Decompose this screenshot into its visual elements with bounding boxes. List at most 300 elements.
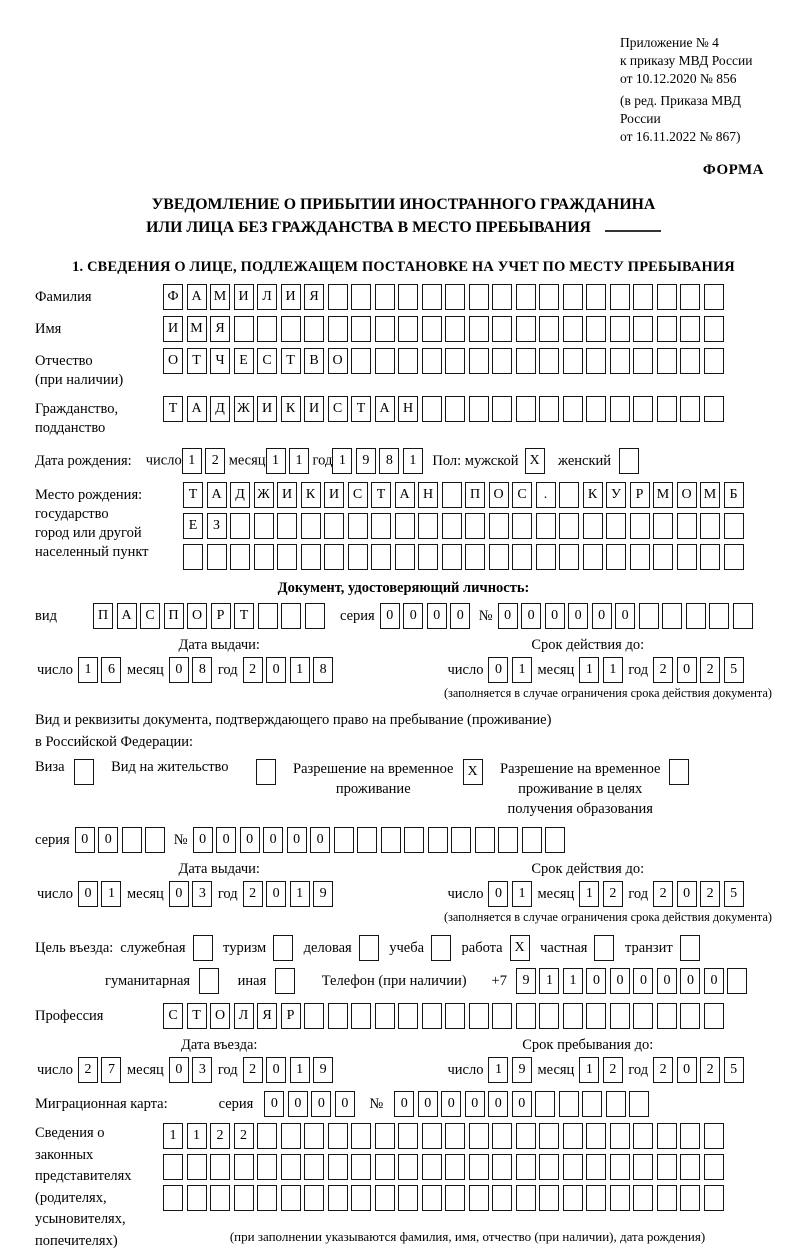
char-cell[interactable]: 1: [332, 448, 352, 474]
char-cell: [418, 544, 438, 570]
permit-valid-until-label: Срок действия до:: [404, 861, 773, 878]
doc-valid-note: (заполняется в случае ограничения срока действия документа): [35, 686, 772, 701]
char-cell: [375, 1123, 395, 1149]
char-cell[interactable]: 1: [539, 968, 559, 994]
char-cell: С: [140, 603, 160, 629]
char-cell[interactable]: 1: [579, 881, 599, 907]
char-cell: [724, 544, 744, 570]
char-cell: [704, 1003, 724, 1029]
char-cell: [422, 1185, 442, 1211]
edu-permit-label-2: проживание в целях: [500, 779, 660, 799]
char-cell: [277, 544, 297, 570]
day-cells: [78, 881, 125, 907]
char-cell: [398, 348, 418, 374]
char-cell: [606, 1091, 626, 1117]
char-cell: И: [277, 482, 297, 508]
char-cell[interactable]: 2: [700, 1057, 720, 1083]
char-cell: [633, 1003, 653, 1029]
char-cell: И: [281, 284, 301, 310]
char-cell: А: [375, 396, 395, 422]
char-cell[interactable]: 1: [290, 657, 310, 683]
char-cell[interactable]: 9: [356, 448, 376, 474]
birth-date-label: Дата рождения:: [35, 453, 132, 470]
char-cell: [207, 544, 227, 570]
char-cell[interactable]: 1: [563, 968, 583, 994]
char-cell: [680, 316, 700, 342]
sex-male-checkbox[interactable]: [525, 448, 549, 474]
char-cell[interactable]: 0: [488, 881, 508, 907]
day-cells: [182, 448, 229, 474]
purpose-humanitarian-checkbox[interactable]: [199, 968, 223, 994]
char-cell: [351, 1123, 371, 1149]
char-cell: [398, 1123, 418, 1149]
char-cell: С: [348, 482, 368, 508]
char-cell: Я: [257, 1003, 277, 1029]
char-cell: К: [301, 482, 321, 508]
char-cell: [328, 1003, 348, 1029]
char-cell[interactable]: 0: [610, 968, 630, 994]
char-cell[interactable]: 1: [101, 881, 121, 907]
edu-permit-label-1: Разрешение на временное: [500, 759, 660, 779]
char-cell[interactable]: 9: [313, 881, 333, 907]
doc-issue-date-label: Дата выдачи:: [35, 637, 404, 654]
month-label: месяц: [127, 886, 164, 903]
char-cell: [163, 1154, 183, 1180]
year-cells: [332, 448, 426, 474]
char-cell[interactable]: 2: [603, 881, 623, 907]
purpose-private-checkbox[interactable]: [594, 935, 618, 961]
char-cell: [677, 544, 697, 570]
char-cell[interactable]: 6: [101, 657, 121, 683]
day-cells: [488, 1057, 535, 1083]
char-cell[interactable]: 3: [192, 881, 212, 907]
char-cell: [375, 316, 395, 342]
char-cell[interactable]: 7: [101, 1057, 121, 1083]
char-cell[interactable]: 8: [313, 657, 333, 683]
char-cell: [465, 544, 485, 570]
char-cell: М: [700, 482, 720, 508]
char-cell: Т: [163, 396, 183, 422]
char-cell: [610, 316, 630, 342]
char-cell: [563, 1185, 583, 1211]
char-cell[interactable]: 0: [169, 657, 189, 683]
char-cell: [395, 544, 415, 570]
char-cell[interactable]: 2: [243, 1057, 263, 1083]
char-cell: .: [536, 482, 556, 508]
char-cell: [442, 482, 462, 508]
patronymic-cells: [163, 348, 727, 374]
char-cell: У: [606, 482, 626, 508]
char-cell: [512, 544, 532, 570]
char-cell: [234, 1185, 254, 1211]
char-cell: [492, 1154, 512, 1180]
char-cell: [539, 1003, 559, 1029]
char-cell: [536, 513, 556, 539]
purpose-business-checkbox[interactable]: [359, 935, 383, 961]
char-cell[interactable]: 2: [653, 881, 673, 907]
char-cell: С: [328, 396, 348, 422]
char-cell: [183, 544, 203, 570]
birthplace-label2: государство: [35, 505, 183, 524]
char-cell[interactable]: 0: [677, 881, 697, 907]
char-cell: И: [163, 316, 183, 342]
char-cell: Ф: [163, 284, 183, 310]
char-cell: [304, 1003, 324, 1029]
char-cell: Д: [210, 396, 230, 422]
char-cell: [545, 827, 565, 853]
char-cell[interactable]: 1: [512, 881, 532, 907]
char-cell[interactable]: [619, 448, 639, 474]
char-cell: [516, 316, 536, 342]
char-cell[interactable]: 1: [603, 657, 623, 683]
char-cell: [492, 316, 512, 342]
char-cell: 0: [380, 603, 400, 629]
char-cell: [210, 1154, 230, 1180]
char-cell: [305, 603, 325, 629]
char-cell: 0: [75, 827, 95, 853]
char-cell[interactable]: 0: [488, 657, 508, 683]
permit-type-row: [35, 759, 772, 819]
char-cell: [522, 827, 542, 853]
char-cell[interactable]: X: [463, 759, 483, 785]
char-cell: [445, 1123, 465, 1149]
char-cell: [709, 603, 729, 629]
char-cell: [680, 284, 700, 310]
char-cell: [489, 544, 509, 570]
char-cell: [582, 1091, 602, 1117]
char-cell[interactable]: 3: [192, 1057, 212, 1083]
char-cell: И: [257, 396, 277, 422]
char-cell[interactable]: 0: [680, 968, 700, 994]
char-cell: [304, 1185, 324, 1211]
char-cell: [657, 1123, 677, 1149]
visa-checkbox[interactable]: [74, 759, 98, 785]
char-cell: [586, 1185, 606, 1211]
char-cell[interactable]: [669, 759, 689, 785]
year-label: год: [218, 1062, 238, 1079]
purpose-tourism-checkbox[interactable]: [273, 935, 297, 961]
char-cell: [257, 316, 277, 342]
char-cell: [633, 1185, 653, 1211]
char-cell: К: [281, 396, 301, 422]
char-cell: Т: [187, 1003, 207, 1029]
purpose-official-checkbox[interactable]: [193, 935, 217, 961]
char-cell[interactable]: 0: [633, 968, 653, 994]
char-cell: 0: [615, 603, 635, 629]
char-cell: [629, 1091, 649, 1117]
profession-row: [35, 1003, 772, 1029]
purpose-work-checkbox[interactable]: [510, 935, 534, 961]
char-cell: [351, 316, 371, 342]
char-cell: [469, 1123, 489, 1149]
year-label: год: [628, 662, 648, 679]
char-cell: [351, 348, 371, 374]
char-cell: [375, 1003, 395, 1029]
guardians-row: [35, 1123, 772, 1252]
char-cell: [536, 544, 556, 570]
char-cell[interactable]: 1: [512, 657, 532, 683]
char-cell: 1: [187, 1123, 207, 1149]
char-cell: [445, 1154, 465, 1180]
char-cell[interactable]: 0: [169, 1057, 189, 1083]
revision-line: (в ред. Приказа МВД России: [620, 92, 772, 128]
char-cell: Н: [418, 482, 438, 508]
purpose-transit-label: транзит: [625, 940, 673, 957]
char-cell[interactable]: 2: [243, 657, 263, 683]
permit-valid-until-group: [404, 881, 773, 907]
char-cell: 0: [288, 1091, 308, 1117]
char-cell: А: [187, 284, 207, 310]
birthplace-label: Место рождения:: [35, 486, 183, 505]
char-cell: [254, 513, 274, 539]
char-cell: [704, 1185, 724, 1211]
month-cells: [169, 1057, 216, 1083]
char-cell: [610, 396, 630, 422]
mc-series-label: серия: [219, 1096, 254, 1113]
char-cell: [680, 1123, 700, 1149]
char-cell[interactable]: [359, 935, 379, 961]
char-cell[interactable]: 1: [579, 1057, 599, 1083]
char-cell: [633, 284, 653, 310]
char-cell: [442, 544, 462, 570]
char-cell: [586, 396, 606, 422]
char-cell: [187, 1185, 207, 1211]
char-cell: А: [187, 396, 207, 422]
stay-until-group: [404, 1057, 773, 1083]
char-cell: 0: [592, 603, 612, 629]
edu-permit-checkbox[interactable]: [669, 759, 693, 785]
char-cell[interactable]: 1: [266, 448, 286, 474]
char-cell: И: [324, 482, 344, 508]
doc-series-cells: [380, 603, 474, 629]
sex-male-label: Пол: мужской: [432, 453, 518, 470]
guardians-label-2: законных: [35, 1145, 163, 1167]
char-cell[interactable]: 8: [192, 657, 212, 683]
char-cell: [328, 316, 348, 342]
char-cell[interactable]: 2: [653, 657, 673, 683]
char-cell: [469, 396, 489, 422]
char-cell[interactable]: 9: [313, 1057, 333, 1083]
doc-kind-cells: [93, 603, 328, 629]
char-cell: 0: [335, 1091, 355, 1117]
char-cell[interactable]: 1: [78, 657, 98, 683]
char-cell: [375, 348, 395, 374]
char-cell: С: [512, 482, 532, 508]
permit-series-row: [35, 827, 772, 853]
char-cell[interactable]: 1: [182, 448, 202, 474]
char-cell: 0: [441, 1091, 461, 1117]
char-cell: Ж: [234, 396, 254, 422]
purpose-transit-checkbox[interactable]: [680, 935, 704, 961]
char-cell: О: [163, 348, 183, 374]
permit-number-cells: [193, 827, 569, 853]
doc-series-label: серия: [340, 608, 375, 625]
char-cell: [451, 827, 471, 853]
char-cell[interactable]: 9: [512, 1057, 532, 1083]
day-cells: [78, 1057, 125, 1083]
char-cell[interactable]: [275, 968, 295, 994]
char-cell[interactable]: 1: [290, 881, 310, 907]
char-cell: [516, 1185, 536, 1211]
char-cell[interactable]: 0: [677, 1057, 697, 1083]
char-cell[interactable]: 9: [516, 968, 536, 994]
char-cell: [563, 396, 583, 422]
char-cell[interactable]: 1: [579, 657, 599, 683]
char-cell[interactable]: [193, 935, 213, 961]
char-cell[interactable]: 2: [603, 1057, 623, 1083]
char-cell: [422, 1003, 442, 1029]
char-cell: [277, 513, 297, 539]
citizenship-row: [35, 396, 772, 438]
month-label: месяц: [537, 1062, 574, 1079]
char-cell[interactable]: 0: [266, 1057, 286, 1083]
char-cell[interactable]: [199, 968, 219, 994]
month-label: месяц: [127, 1062, 164, 1079]
char-cell: [351, 1154, 371, 1180]
char-cell[interactable]: 1: [488, 1057, 508, 1083]
appendix-line: Приложение № 4: [620, 34, 772, 52]
char-cell: [445, 284, 465, 310]
char-cell[interactable]: 0: [78, 881, 98, 907]
char-cell: 0: [418, 1091, 438, 1117]
doc-kind-label: вид: [35, 608, 93, 625]
year-label: год: [628, 1062, 648, 1079]
doc-valid-until-group: [404, 657, 773, 683]
purpose-official-label: служебная: [120, 940, 185, 957]
char-cell: 1: [163, 1123, 183, 1149]
char-cell: [422, 348, 442, 374]
char-cell[interactable]: X: [510, 935, 530, 961]
char-cell[interactable]: [431, 935, 451, 961]
char-cell[interactable]: [594, 935, 614, 961]
char-cell: [586, 284, 606, 310]
surname-cells: [163, 284, 727, 310]
char-cell[interactable]: 2: [78, 1057, 98, 1083]
appendix-line: к приказу МВД России: [620, 52, 772, 70]
char-cell: О: [328, 348, 348, 374]
char-cell: [445, 1003, 465, 1029]
char-cell: Л: [234, 1003, 254, 1029]
char-cell[interactable]: 5: [724, 881, 744, 907]
char-cell[interactable]: 5: [724, 1057, 744, 1083]
char-cell: [633, 348, 653, 374]
temp-permit-label-2: проживание: [293, 779, 453, 799]
day-label: число: [37, 886, 73, 903]
char-cell: [445, 316, 465, 342]
char-cell: Я: [304, 284, 324, 310]
permit-issue-date-group: [35, 881, 404, 907]
char-cell: А: [395, 482, 415, 508]
month-cells: [266, 448, 313, 474]
char-cell: 0: [264, 1091, 284, 1117]
residence-doc-text: [35, 709, 772, 753]
char-cell[interactable]: 0: [266, 657, 286, 683]
char-cell[interactable]: [74, 759, 94, 785]
char-cell: [469, 284, 489, 310]
char-cell[interactable]: 0: [169, 881, 189, 907]
title-blank-line: [605, 230, 661, 232]
phone-cells[interactable]: [516, 968, 751, 994]
char-cell[interactable]: 1: [289, 448, 309, 474]
temp-permit-checkbox[interactable]: [463, 759, 487, 785]
char-cell: [516, 396, 536, 422]
char-cell[interactable]: [680, 935, 700, 961]
char-cell[interactable]: [273, 935, 293, 961]
char-cell[interactable]: 2: [700, 657, 720, 683]
char-cell[interactable]: 1: [290, 1057, 310, 1083]
char-cell: [586, 348, 606, 374]
char-cell[interactable]: 5: [724, 657, 744, 683]
char-cell: И: [234, 284, 254, 310]
char-cell: 0: [568, 603, 588, 629]
char-cell: [351, 284, 371, 310]
char-cell[interactable]: 0: [677, 657, 697, 683]
char-cell: М: [187, 316, 207, 342]
char-cell[interactable]: X: [525, 448, 545, 474]
char-cell: М: [210, 284, 230, 310]
month-cells: [579, 1057, 626, 1083]
purpose-other-checkbox[interactable]: [275, 968, 299, 994]
residence-permit-checkbox[interactable]: [256, 759, 280, 785]
char-cell: [657, 396, 677, 422]
char-cell: [516, 1003, 536, 1029]
char-cell: [563, 1154, 583, 1180]
doc-valid-until-label: Срок действия до:: [404, 637, 773, 654]
char-cell[interactable]: 2: [653, 1057, 673, 1083]
char-cell: Я: [210, 316, 230, 342]
char-cell[interactable]: 2: [205, 448, 225, 474]
char-cell[interactable]: 0: [586, 968, 606, 994]
char-cell: 0: [287, 827, 307, 853]
month-cells: [169, 881, 216, 907]
char-cell: И: [304, 396, 324, 422]
char-cell: [539, 396, 559, 422]
day-label: число: [448, 1062, 484, 1079]
char-cell: Т: [187, 348, 207, 374]
char-cell: 2: [210, 1123, 230, 1149]
char-cell: [375, 284, 395, 310]
birthplace-cells-3: [183, 544, 772, 570]
char-cell: [324, 544, 344, 570]
appendix-line: от 10.12.2020 № 856: [620, 70, 772, 88]
char-cell[interactable]: 0: [266, 881, 286, 907]
char-cell: 0: [98, 827, 118, 853]
purpose-study-checkbox[interactable]: [431, 935, 455, 961]
month-label: месяц: [537, 886, 574, 903]
char-cell[interactable]: [727, 968, 747, 994]
sex-female-checkbox[interactable]: [619, 448, 643, 474]
char-cell: [539, 1185, 559, 1211]
char-cell[interactable]: 0: [704, 968, 724, 994]
char-cell: [445, 348, 465, 374]
edu-permit-option: [500, 759, 693, 819]
char-cell[interactable]: 2: [243, 881, 263, 907]
char-cell[interactable]: 2: [700, 881, 720, 907]
entry-dates: [35, 1037, 772, 1083]
day-label: число: [448, 662, 484, 679]
char-cell[interactable]: 1: [403, 448, 423, 474]
day-cells: [488, 881, 535, 907]
char-cell[interactable]: [256, 759, 276, 785]
char-cell: [724, 513, 744, 539]
char-cell[interactable]: 0: [657, 968, 677, 994]
month-label: месяц: [127, 662, 164, 679]
char-cell: 0: [311, 1091, 331, 1117]
mc-series-cells: [264, 1091, 358, 1117]
char-cell[interactable]: 8: [379, 448, 399, 474]
char-cell: [563, 1003, 583, 1029]
birthplace-cells-2: [183, 513, 772, 539]
